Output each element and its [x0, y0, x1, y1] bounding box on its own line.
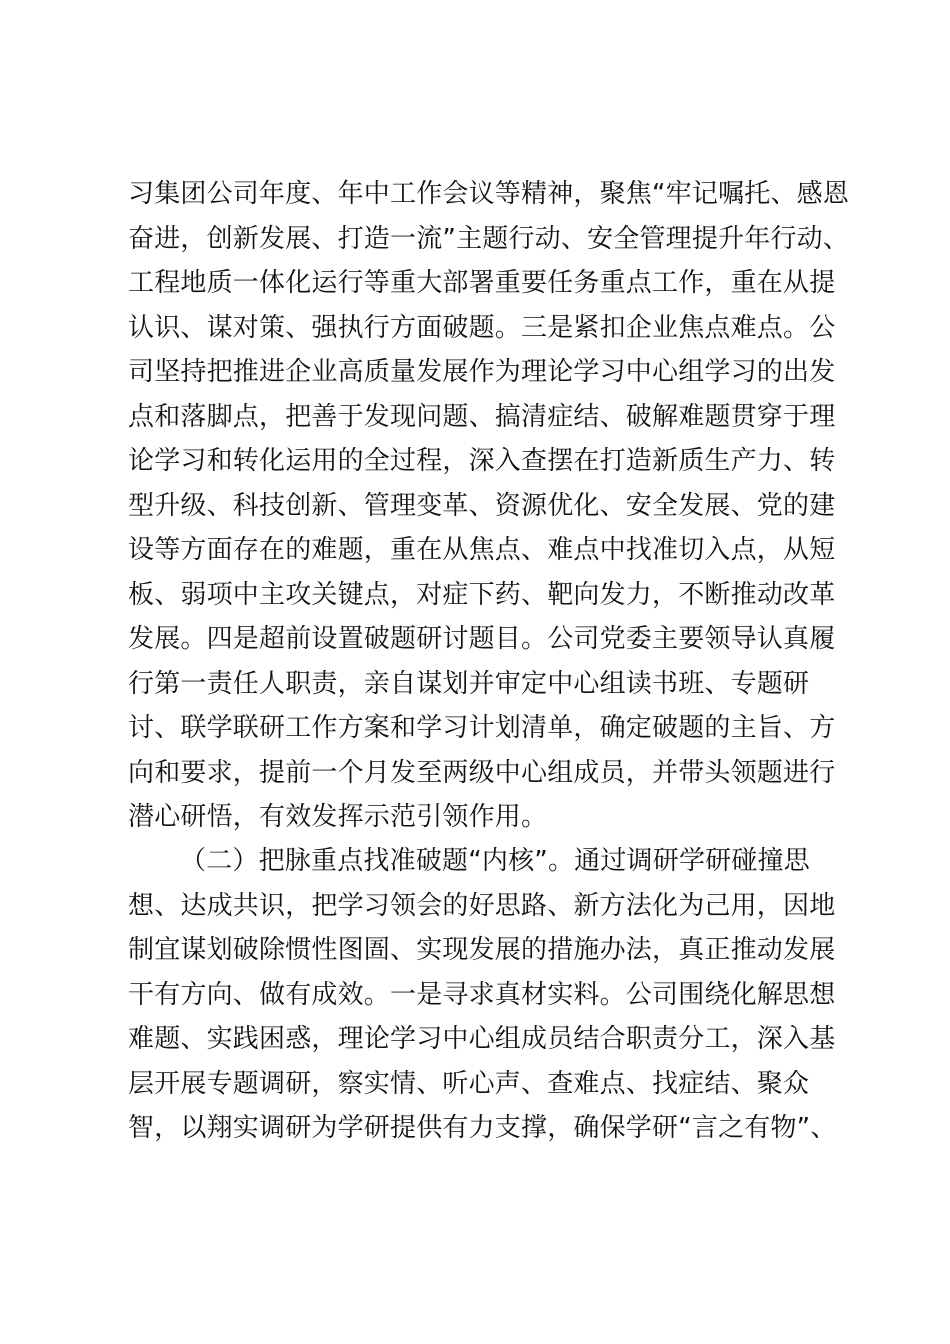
text-line: 板、弱项中主攻关键点，对症下药、靶向发力，不断推动改革 [128, 579, 836, 610]
text-line: 设等方面存在的难题，重在从焦点、难点中找准切入点，从短 [128, 535, 836, 565]
section-heading-line: （二）把脉重点找准破题“内核”。通过调研学研碰撞思 [180, 846, 810, 876]
text-line: 智，以翔实调研为学研提供有力支撑，确保学研“言之有物”、 [128, 1113, 837, 1143]
paragraph-1 [128, 172, 850, 840]
text-line: 制宜谋划破除惯性图圄、实现发展的措施办法，真正推动发展 [128, 935, 836, 965]
text-line: 点和落脚点，把善于发现问题、搞清症结、破解难题贯穿于理 [128, 401, 836, 432]
text-line: 论学习和转化运用的全过程，深入查摆在打造新质生产力、转 [128, 446, 836, 476]
text-line: 难题、实践困惑，理论学习中心组成员结合职责分工，深入基 [128, 1024, 836, 1054]
text-line: 工程地质一体化运行等重大部署重要任务重点工作，重在从提 [128, 268, 836, 298]
text-line: 奋进，创新发展、打造一流”主题行动、安全管理提升年行动、 [128, 223, 850, 254]
text-line: 讨、联学联研工作方案和学习计划清单，确定破题的主旨、方 [128, 713, 836, 743]
text-line: 认识、谋对策、强执行方面破题。三是紧扣企业焦点难点。公 [128, 312, 836, 343]
text-line: 层开展专题调研，察实情、听心声、查难点、找症结、聚众 [128, 1068, 810, 1099]
paragraph-2 [128, 839, 837, 1151]
text-line: 干有方向、做有成效。一是寻求真材实料。公司围绕化解思想 [128, 979, 836, 1010]
text-line: 向和要求，提前一个月发至两级中心组成员，并带头领题进行 [128, 757, 836, 788]
text-line: 发展。四是超前设置破题研讨题目。公司党委主要领导认真履 [128, 624, 836, 654]
text-line: 习集团公司年度、年中工作会议等精神，聚焦“牢记嘱托、感恩 [128, 179, 850, 209]
text-line: 司坚持把推进企业高质量发展作为理论学习中心组学习的出发 [128, 357, 836, 387]
text-line: 行第一责任人职责，亲自谋划并审定中心组读书班、专题研 [128, 668, 810, 699]
text-line: 潜心研悟，有效发挥示范引领作用。 [128, 802, 548, 832]
text-line: 想、达成共识，把学习领会的好思路、新方法化为己用，因地 [128, 890, 836, 921]
text-line: 型升级、科技创新、管理变革、资源优化、安全发展、党的建 [128, 490, 836, 521]
